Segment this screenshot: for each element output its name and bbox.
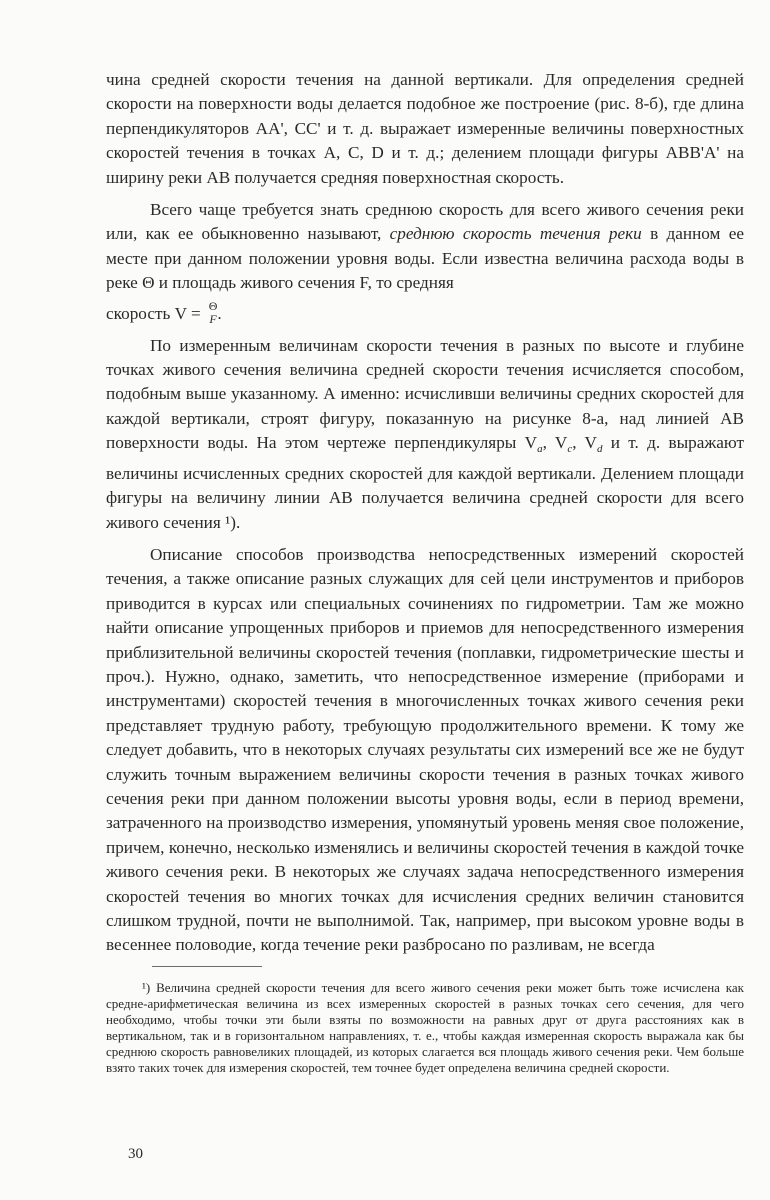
page-number: 30 <box>128 1146 143 1162</box>
footnote-text: ¹) Величина средней скорости течения для всего живого сечения реки может быть тоже исчислена как средне-арифметическая величина из всех измеренных скоростей в разных точках сего сечения, для чего необходимо, чтобы точки эти были взяты по возможности на равных друг от друга расстояниях как в вертикальном, так и в горизонтальном направлениях, т. е., чтобы каждая измеренная скорость выражала как бы среднюю скорость равновеликих площадей, из которых слагается вся площадь живого сечения реки. Чем больше взято таких точек для измерения скоростей, тем точнее будет определена величина средней скорости. <box>106 980 744 1076</box>
formula-tail: . <box>217 304 222 324</box>
paragraph-2-end: в данном ее месте при данном положении уровня воды. Если известна величина расхода воды в реке Θ и площадь живого сечения F, то средняя <box>106 224 745 293</box>
subscript-c: c <box>567 443 573 456</box>
paragraph-3-part-a: По измеренным величинам скорости течения в разных по высоте и глубине точках живого сечения величина средней скорости течения исчисляется способом, подобным выше указанному. А именно: исчисливши величины средних скоростей для каждой вертикали, строят фигуру, показанную на рисунке 8-а, над линией AB поверхности воды. На этом чертеже перпендикуляры V <box>106 335 744 453</box>
formula-fraction <box>209 300 218 326</box>
formula-lead: скорость V = <box>106 304 201 324</box>
paragraph-2 <box>106 198 744 296</box>
formula-numerator: Θ <box>208 298 218 313</box>
footnote <box>106 980 744 1077</box>
velocity-formula <box>106 296 744 334</box>
main-text <box>106 68 744 958</box>
subscript-d: d <box>596 443 603 456</box>
term-mean-river-velocity: среднюю скорость течения реки <box>389 224 642 244</box>
paragraph-1: чина средней скорости течения на данной вертикали. Для определения средней скорости на поверхности воды делается подобное же построение (рис. 8-б), где длина перпендикуляторов AA', CC' и т. д. выражает измеренные величины поверхностных скоростей течения в точках A, C, D и т. д.; делением площади фигуры ABB'A' на ширину реки AB получается средняя поверхностная скорость. <box>106 70 744 187</box>
footnote-divider <box>152 966 262 967</box>
paragraph-3-part-d: и т. д. выражают величины исчисленных средних скоростей для каждой вертикали. Делением площади фигуры на величину линии AB получается величина средней скорости для всего живого сечения ¹). <box>106 433 744 532</box>
paragraph-2-start: Всего чаще требуется знать среднюю скорость для всего живого сечения реки или, как ее обыкновенно называют, <box>106 200 744 244</box>
paragraph-3 <box>106 334 744 535</box>
subscript-a: a <box>537 443 543 456</box>
paragraph-4: Описание способов производства непосредственных измерений скоростей течения, а также описание разных служащих для сей цели инструментов и приборов приводится в курсах или специальных сочинениях по гидрометрии. Там же можно найти описание упрощенных приборов и приемов для непосредственного измерения приблизительной величины скоростей течения (поплавки, гидрометрические шесты и проч.). Нужно, однако, заметить, что непосредственное измерение (приборами и инструментами) скоростей течения в многочисленных точках живого сечения реки представляет трудную работу, требующую продолжительного времени. К тому же следует добавить, что в некоторых случаях результаты сих измерений все же не будут служить точным выражением величины скорости течения в разных точках живого сечения реки при данном положении высоты уровня воды, если в период времени, затраченного на производство измерения, упомянутый уровень меняя свое положение, причем, конечно, несколько изменялись и величины скоростей течения в каждой точке живого сечения реки. В некоторых же случаях задача непосредственного измерения скоростей течения во многих точках для исчисления средних величин становится слишком трудной, почти не выполнимой. Так, например, при высоком уровне воды в весеннее половодие, когда течение реки разбросано по разливам, не всегда <box>106 544 744 955</box>
paragraph-3-part-c: , V <box>572 433 597 453</box>
formula-denominator: F <box>209 311 217 326</box>
paragraph-3-part-b: , V <box>542 433 568 453</box>
